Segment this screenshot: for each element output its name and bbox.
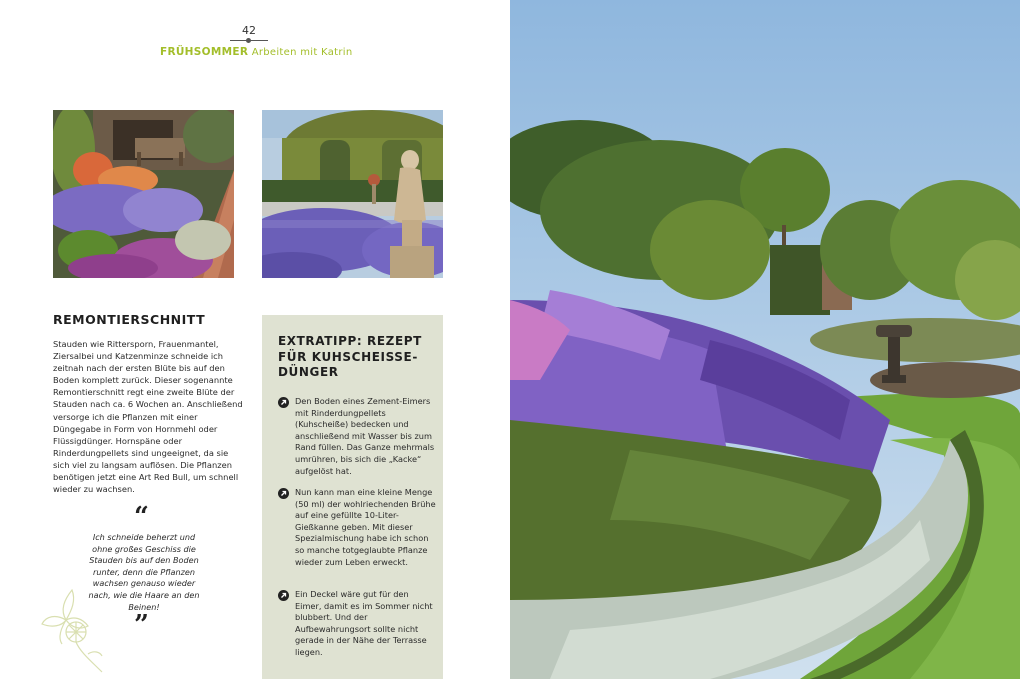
tip-item-text: Nun kann man eine kleine Menge (50 ml) der wohlriechenden Brühe auf eine gefüllte 10-Liter-Gießkanne geben. Mit dieser Spezialmischung habe ich schon so manche totgeglaubte Pflanze wieder zum Leben erweckt. bbox=[295, 487, 436, 567]
photo-garden-statue bbox=[262, 110, 443, 278]
quote-open-mark: “ bbox=[134, 502, 149, 532]
article-heading: REMONTIERSCHNITT bbox=[53, 312, 206, 327]
article-body: Stauden wie Rittersporn, Frauenmantel, Ziersalbei und Katzenminze schneide ich zeitnah nach der ersten Blüte bis auf den Boden komplett zurück. Dieser sogenannte Remontierschnitt regt eine zweite Blüte der Stauden nach ca. 6 Wochen an. Anschließend versorge ich die Pflanzen mit einer Düngegabe in Form von Hornmehl oder Flüssigdünger. Hornspäne oder Rinderdungpellets sind ungeeignet, da sie sich viel zu langsam auflösen. Die Pflanzen benötigen jetzt eine Art Red Bull, um schnell wieder zu wachsen. bbox=[53, 339, 243, 495]
tip-item-text: Ein Deckel wäre gut für den Eimer, damit es im Sommer nicht blubbert. Und der Aufbewahrungsort sollte nicht gerade in der Nähe der Terrasse liegen. bbox=[295, 589, 433, 657]
tip-item bbox=[278, 589, 436, 659]
arrow-circle-icon bbox=[278, 590, 289, 601]
page-number-dot bbox=[246, 38, 251, 43]
section-keyword: FRÜHSOMMER bbox=[160, 46, 249, 58]
quote-close-mark: ” bbox=[134, 610, 149, 640]
tip-item bbox=[278, 396, 436, 477]
photo-garden-bench bbox=[53, 110, 234, 278]
tip-item-text: Den Boden eines Zement-Eimers mit Rinderdungpellets (Kuhscheiße) bedecken und anschließend mit Wasser bis zum Rand füllen. Das Ganze mehrmals umrühren, bis sich die „Kacke“ aufgelöst hat. bbox=[295, 396, 435, 476]
section-header bbox=[160, 46, 353, 58]
tip-item bbox=[278, 487, 436, 568]
pull-quote: Ich schneide beherzt und ohne großes Geschiss die Stauden bis auf den Boden runter, denn die Pflanzen wachsen genauso wieder nach, wie die Haare an den Beinen! bbox=[88, 532, 200, 612]
tip-title: EXTRATIPP: REZEPT FÜR KUHSCHEISSE-DÜNGER bbox=[278, 334, 422, 379]
arrow-circle-icon bbox=[278, 488, 289, 499]
arrow-circle-icon bbox=[278, 397, 289, 408]
flower-line-art-icon bbox=[36, 580, 108, 679]
page-number: 42 bbox=[242, 24, 256, 37]
section-subtitle: Arbeiten mit Katrin bbox=[251, 47, 353, 58]
photo-garden-border bbox=[510, 0, 1020, 679]
